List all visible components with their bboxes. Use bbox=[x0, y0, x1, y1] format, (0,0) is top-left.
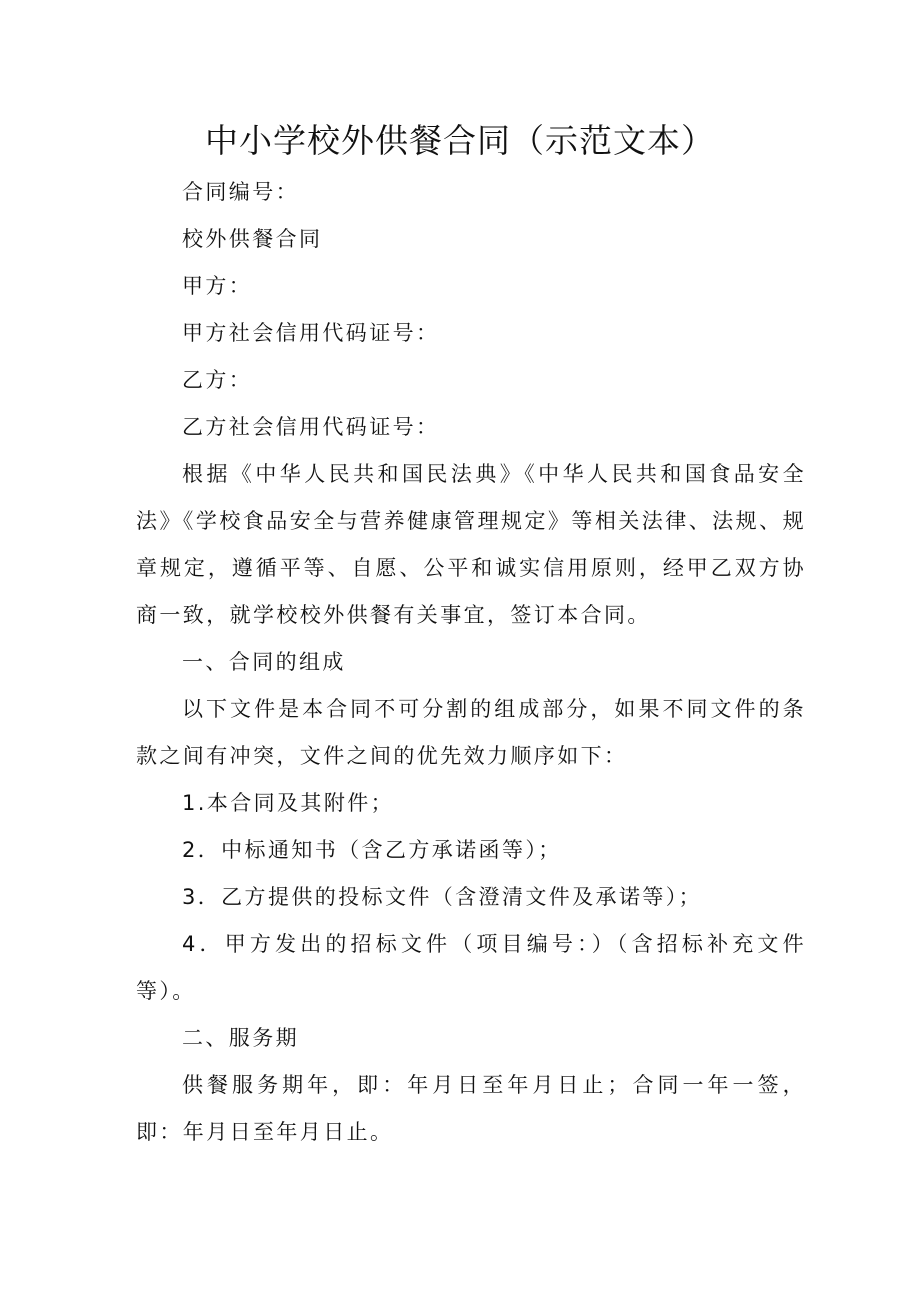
section-heading-service-period: 二、服务期 bbox=[182, 1026, 299, 1050]
composition-paragraph: 以下文件是本合同不可分割的组成部分，如果不同文件的条款之间有冲突，文件之间的优先效力顺序如下： bbox=[136, 697, 806, 768]
section-heading-composition: 一、合同的组成 bbox=[182, 650, 346, 674]
party-b-credit-code-line: 乙方社会信用代码证号： bbox=[182, 415, 440, 439]
party-b-line: 乙方： bbox=[182, 368, 253, 392]
party-a-line: 甲方： bbox=[182, 274, 253, 298]
party-a-credit-code-line: 甲方社会信用代码证号： bbox=[182, 321, 440, 345]
service-period-paragraph: 供餐服务期年，即：年月日至年月日止；合同一年一签，即：年月日至年月日止。 bbox=[136, 1073, 806, 1144]
contract-number-line: 合同编号： bbox=[182, 180, 299, 204]
contract-name-line: 校外供餐合同 bbox=[182, 227, 323, 251]
preamble-paragraph: 根据《中华人民共和国民法典》《中华人民共和国食品安全法》《学校食品安全与营养健康管理规定》等相关法律、法规、规章规定，遵循平等、自愿、公平和诚实信用原则，经甲乙双方协商一致，就学校校外供餐有关事宜，签订本合同。 bbox=[136, 462, 806, 627]
document-title: 中小学校外供餐合同（示范文本） bbox=[205, 121, 715, 160]
list-item-4: 4．甲方发出的招标文件（项目编号：）（含招标补充文件等）。 bbox=[136, 932, 806, 1003]
list-item-2: 2．中标通知书（含乙方承诺函等）； bbox=[182, 838, 562, 862]
document-body bbox=[136, 169, 806, 1156]
list-item-3: 3．乙方提供的投标文件（含澄清文件及承诺等）； bbox=[182, 885, 703, 909]
list-item-1: 1.本合同及其附件； bbox=[182, 791, 395, 815]
